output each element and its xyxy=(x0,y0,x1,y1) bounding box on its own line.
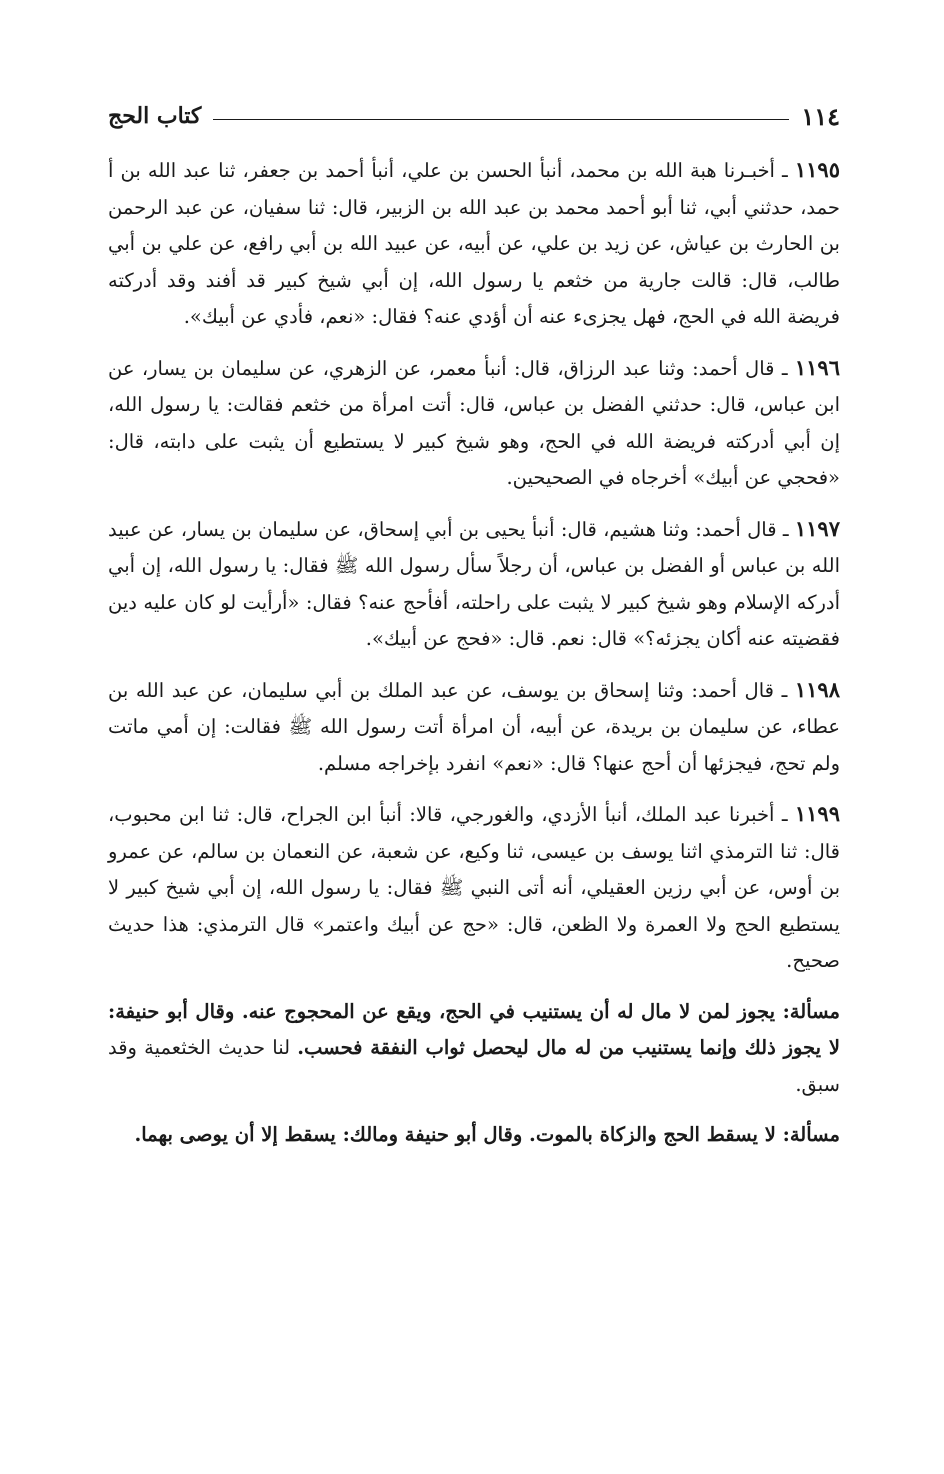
hadith-text: ـ أخبرنا عبد الملك، أنبأ الأزدي، والغورجي، قالا: أنبأ ابن الجراح، قال: ثنا ابن محبوب، قال: ثنا الترمذي اثنا يوسف بن عيسى، ثنا وكيع، عن شعبة، عن النعمان بن سالم، عن عمرو بن أوس، عن أبي رزين العقيلي، أنه أتى النبي ﷺ فقال: يا رسول الله، إن أبي شيخ كبير لا يستطيع الحج ولا العمرة ولا الظعن، قال: «حج عن أبيك واعتمر» قال الترمذي: هذا حديث صحيح. xyxy=(108,803,840,972)
body-text xyxy=(108,152,840,1154)
hadith-text: ـ قال أحمد: وثنا إسحاق بن يوسف، عن عبد الملك بن أبي سليمان، عن عبد الله بن عطاء، عن سليمان بن بريدة، عن أبيه، أن امرأة أتت رسول الله ﷺ فقالت: إن أمي ماتت ولم تحج، فيجزئها أن أحج عنها؟ قال: «نعم» انفرد بإخراجه مسلم. xyxy=(108,678,840,775)
hadith-paragraph xyxy=(108,152,840,336)
issue-statement: مسألة: يجوز لمن لا مال له أن يستنيب في الحج، ويقع عن المحجوج عنه. وقال أبو حنيفة: لا يجوز ذلك وإنما يستنيب من له مال ليحصل ثواب النفقة فحسب. xyxy=(108,999,840,1059)
book-title: كتاب الحج xyxy=(108,103,202,129)
page-number: ١١٤ xyxy=(801,101,840,131)
header-rule xyxy=(213,119,789,120)
hadith-paragraph xyxy=(108,672,840,783)
hadith-number: ١١٩٦ xyxy=(794,354,840,380)
issue-paragraph xyxy=(108,1117,840,1154)
hadith-number: ١١٩٨ xyxy=(794,676,840,702)
hadith-paragraph xyxy=(108,511,840,658)
book-page xyxy=(108,92,840,1160)
hadith-text: ـ أخبـرنا هبة الله بن محمد، أنبأ الحسن بن علي، أنبأ أحمد بن جعفر، ثنا عبد الله بن أ حمد، حدثني أبي، ثنا أبو أحمد محمد بن عبد الله بن الزبير، قال: ثنا سفيان، عن عبد الرحمن بن الحارث بن عياش، عن زيد بن علي، عن أبيه، عن عبيد الله بن أبي رافع، عن علي بن أبي طالب، قال: قالت جارية من خثعم يا رسول الله، إن أبي شيخ كبير قد أفند وقد أدركته فريضة الله في الحج، فهل يجزىء عنه أن أؤدي عنه؟ فقال: «نعم، فأدي عن أبيك». xyxy=(108,159,840,328)
issue-paragraph xyxy=(108,994,840,1104)
running-head xyxy=(108,92,840,140)
issue-statement: مسألة: لا يسقط الحج والزكاة بالموت. وقال أبو حنيفة ومالك: يسقط إلا أن يوصى بهما. xyxy=(134,1123,840,1146)
hadith-paragraph xyxy=(108,796,840,980)
hadith-number: ١١٩٧ xyxy=(794,515,840,541)
issue-evidence: لنا حديث الخثعمية وقد سبق. xyxy=(108,1036,840,1096)
hadith-text: ـ قال أحمد: وثنا عبد الرزاق، قال: أنبأ معمر، عن الزهري، عن سليمان بن يسار، عن ابن عباس، قال: حدثني الفضل بن عباس، قال: أتت امرأة من خثعم فقالت: يا رسول الله، إن أبي أدركته فريضة الله في الحج، وهو شيخ كبير لا يستطيع أن يثبت على دابته، قال: «فحجي عن أبيك» أخرجاه في الصحيحين. xyxy=(108,356,840,489)
hadith-text: ـ قال أحمد: وثنا هشيم، قال: أنبأ يحيى بن أبي إسحاق، عن سليمان بن يسار، عن عبيد الله بن عباس أو الفضل بن عباس، أن رجلاً سأل رسول الله ﷺ فقال: يا رسول الله، إن أبي أدركه الإسلام وهو شيخ كبير لا يثبت على راحلته، أفأحج عنه؟ فقال: «أرأيت لو كان عليه دين فقضيته عنه أكان يجزئه؟» قال: نعم. قال: «فحج عن أبيك». xyxy=(108,517,840,650)
hadith-number: ١١٩٩ xyxy=(794,801,840,826)
hadith-paragraph xyxy=(108,350,840,497)
hadith-number: ١١٩٥ xyxy=(794,157,840,182)
